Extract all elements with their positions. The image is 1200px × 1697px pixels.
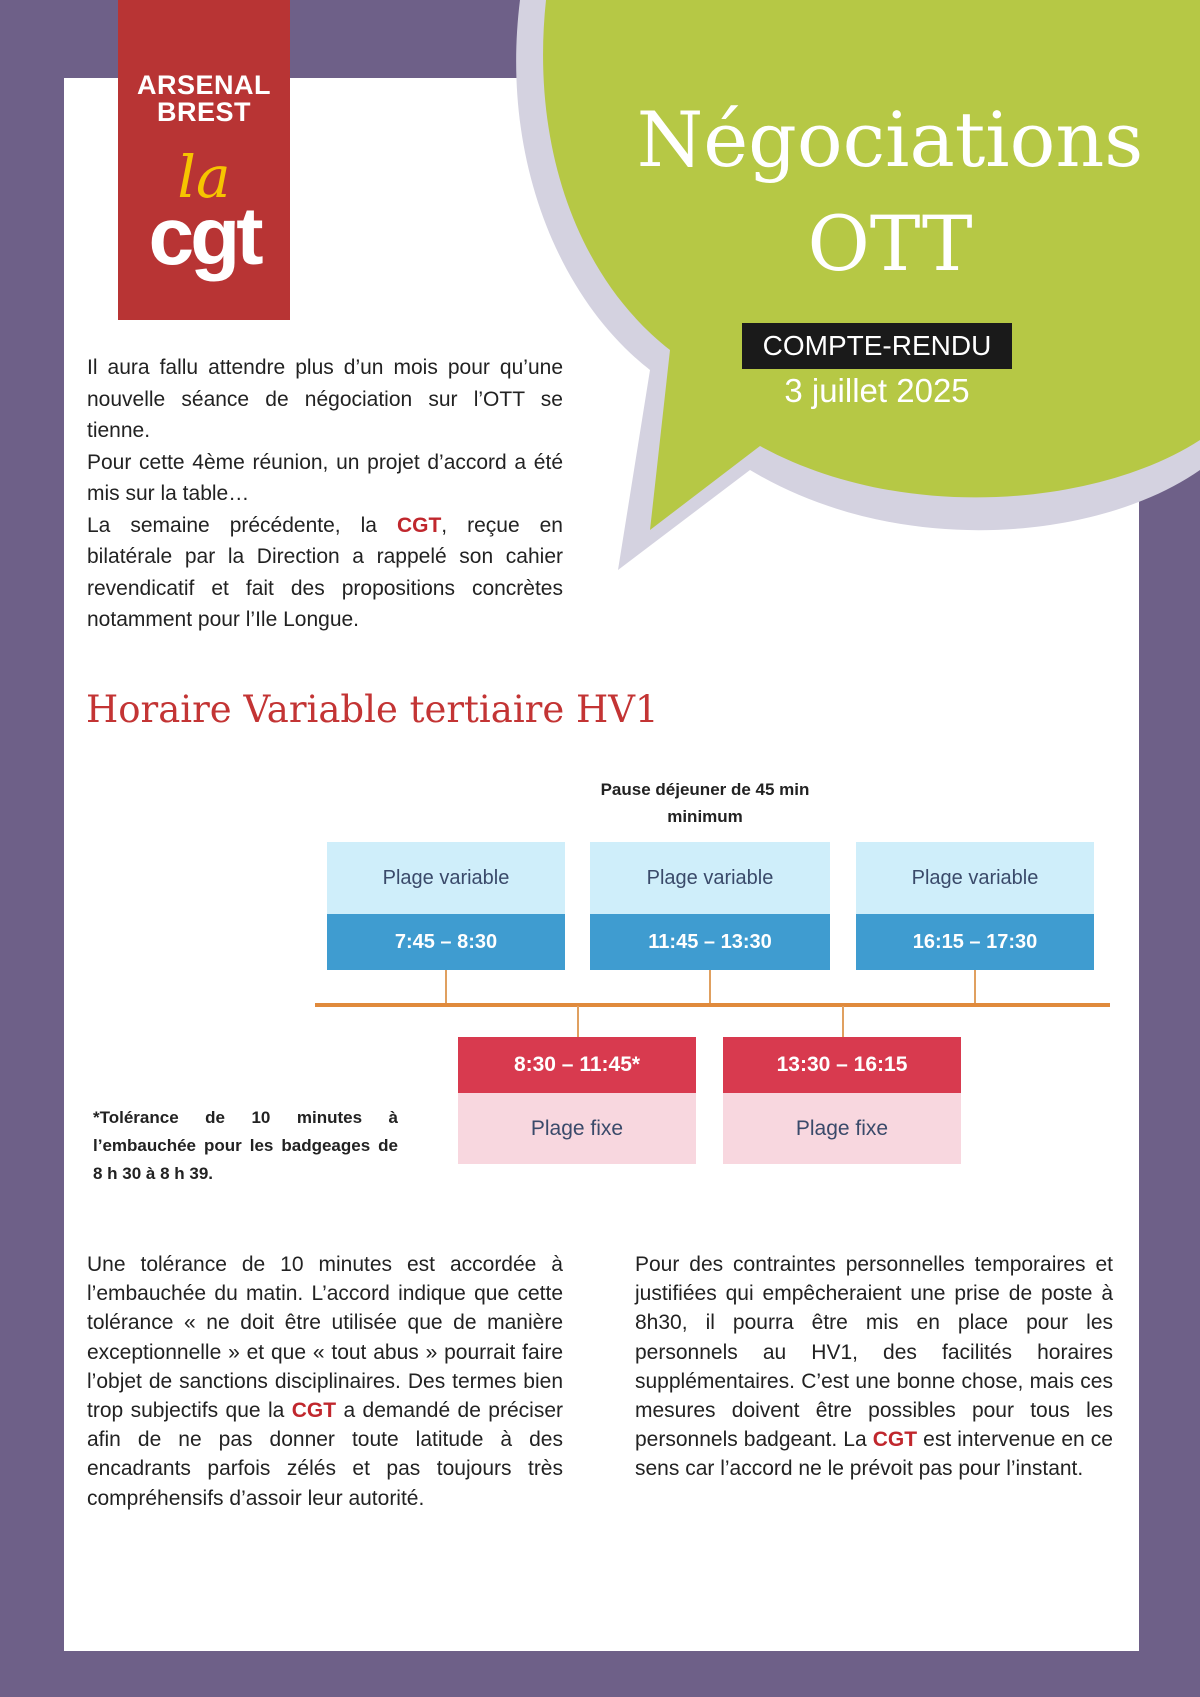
logo-la: la (177, 143, 231, 211)
report-badge: COMPTE-RENDU (742, 323, 1012, 369)
fixed-band-time: 8:30 – 11:45* (458, 1037, 696, 1093)
intro-text-part: , reçue en bilatérale par la Direction a rappelé son cahier revendicatif et fait des propositions concrètes notamment pour l’Ile Longue. (87, 513, 563, 631)
intro-paragraph-2: Pour cette 4ème réunion, un projet d’accord a été mis sur la table… (87, 450, 563, 505)
lunch-break-note: Pause déjeuner de 45 min minimum (600, 780, 810, 826)
column-text-part: Une tolérance de 10 minutes est accordée à l’embauchée du matin. L’accord indique que cette tolérance « ne doit être utilisée que de manière exceptionnelle » et que « tout abus » pourrait faire l’objet de sanctions disciplinaires. Des termes bien trop subjectifs que la (87, 1253, 563, 1423)
fixed-band-label: Plage fixe (530, 1117, 624, 1140)
timeline-tick (842, 1006, 844, 1038)
variable-band-evening (856, 842, 1094, 970)
column-text-part: a demandé de préciser afin de ne pas donner toute latitude à des encadrants parfois zélés et pas toujours très compréhensifs d’assoir leur autorité. (87, 1399, 563, 1510)
fixed-band-label: Plage fixe (795, 1117, 889, 1140)
logo-org-line2: BREST (156, 97, 251, 127)
variable-band-midday (590, 842, 830, 970)
title-line2: OTT (807, 199, 973, 288)
intro-paragraph-1: Il aura fallu attendre plus d’un mois pour qu’une nouvelle séance de négociation sur l’OTT se tienne. (87, 356, 563, 442)
cgt-logo (118, 0, 290, 320)
variable-band-label: Plage variable (646, 867, 774, 889)
cgt-highlight: CGT (291, 1399, 337, 1423)
column-text-part: Pour des contraintes personnelles temporaires et justifiées qui empêcheraient une prise de poste à 8h30, il pourra être mis en place pour les personnels au HV1, des facilités horaires supplémentaires. C’est une bonne chose, mais ces mesures doivent être possibles pour tous les personnels badgeant. La (635, 1253, 1113, 1452)
report-date: 3 juillet 2025 (784, 372, 970, 409)
timeline-tick (709, 970, 711, 1004)
variable-band-morning (327, 842, 565, 970)
logo-cgt: cgt (148, 191, 260, 282)
timeline-tick (577, 1006, 579, 1038)
cgt-highlight: CGT (396, 513, 442, 537)
variable-band-time: 11:45 – 13:30 (590, 914, 830, 970)
timeline-tick (974, 970, 976, 1004)
column-text-part: est intervenue en ce sens car l’accord ne le prévoit pas pour l’instant. (635, 1428, 1113, 1481)
intro-text (87, 352, 563, 636)
intro-paragraph-3 (87, 510, 563, 636)
text-column-right (635, 1250, 1113, 1484)
timeline-axis (315, 1003, 1110, 1007)
fixed-band-afternoon (723, 1037, 961, 1164)
variable-band-time: 7:45 – 8:30 (327, 914, 565, 970)
logo-org-line1: ARSENAL (136, 70, 271, 100)
section-title: Horaire Variable tertiaire HV1 (86, 688, 659, 731)
timeline-tick (445, 970, 447, 1004)
schedule-diagram (85, 770, 1125, 1190)
cgt-highlight: CGT (872, 1428, 918, 1452)
fixed-band-morning (458, 1037, 696, 1164)
variable-band-time: 16:15 – 17:30 (856, 914, 1094, 970)
intro-text-part: La semaine précédente, la (87, 513, 397, 537)
variable-band-label: Plage variable (911, 867, 1039, 889)
tolerance-note: *Tolérance de 10 minutes à l’embauchée pour les badgeages de 8 h 30 à 8 h 39. (93, 1108, 398, 1183)
variable-band-label: Plage variable (382, 867, 510, 889)
text-column-left (87, 1250, 563, 1513)
page-title (600, 88, 1180, 296)
fixed-band-time: 13:30 – 16:15 (723, 1037, 961, 1093)
title-line1: Négociations (636, 95, 1144, 184)
